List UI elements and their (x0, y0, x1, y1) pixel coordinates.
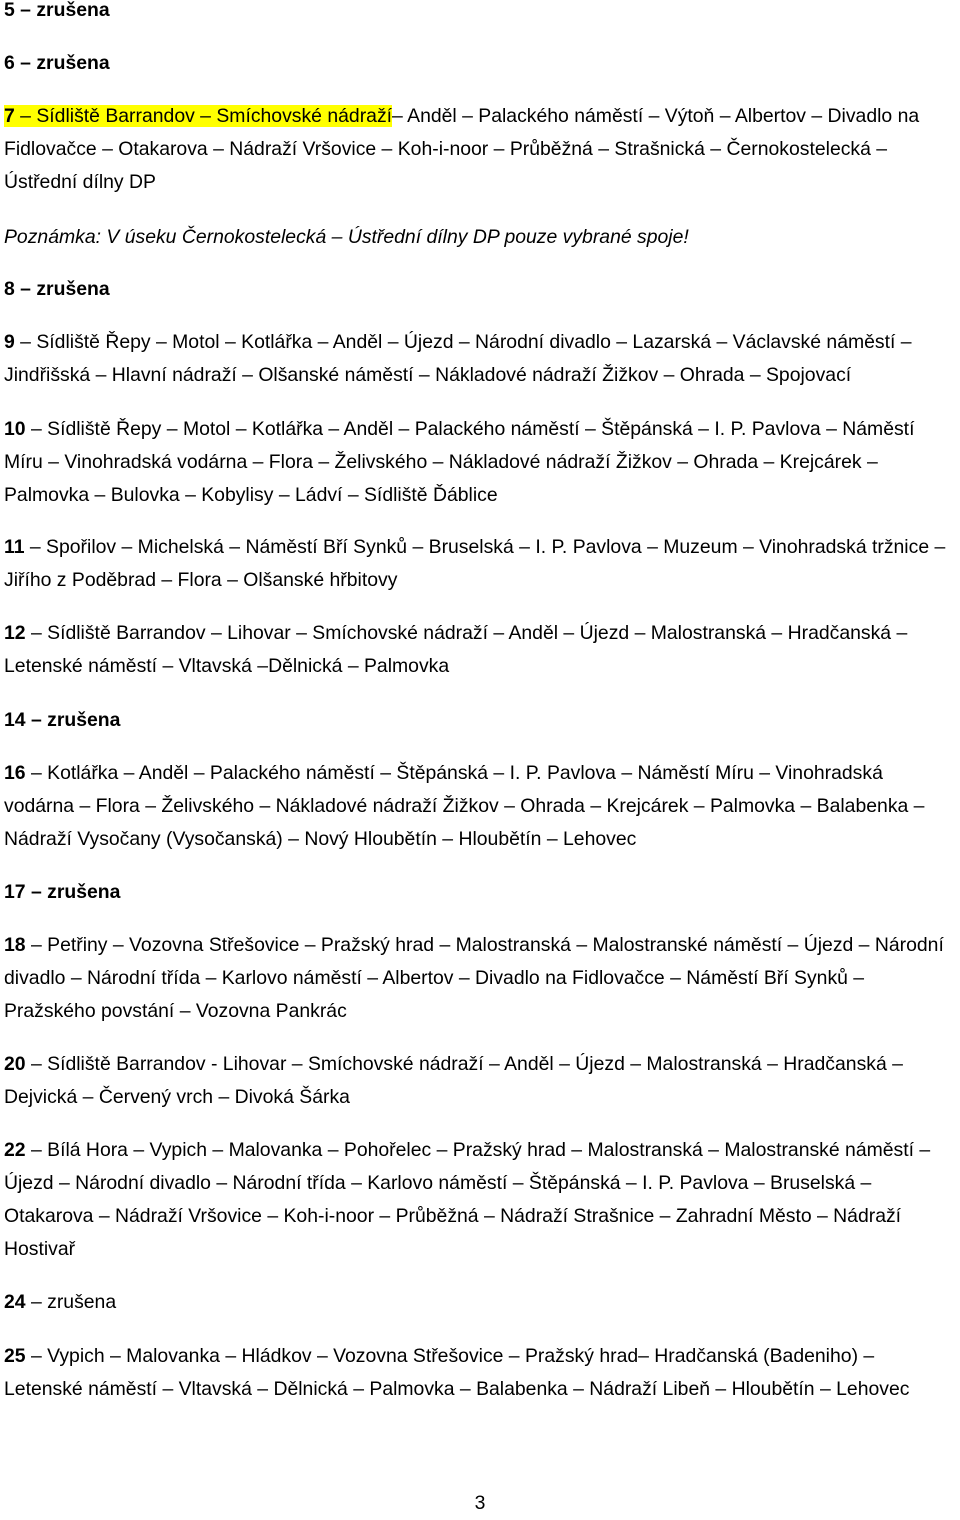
line-9: 9 – Sídliště Řepy – Motol – Kotlářka – Anděl – Újezd – Národní divadlo – Lazarská – Václavské náměstí – Jindřišská – Hlavní nádraží – Olšanské náměstí – Nákladové nádraží Žižkov – Ohrada – Spojovací (4, 331, 912, 386)
line-25: 25 – Vypich – Malovanka – Hládkov – Vozovna Střešovice – Pražský hrad– Hradčanská (Badeniho) – Letenské náměstí – Vltavská – Dělnická – Palmovka – Balabenka – Nádraží Libeň – Hloubětín – Lehovec (4, 1345, 910, 1400)
line-7: 7 – Sídliště Barrandov – Smíchovské nádraží– Anděl – Palackého náměstí – Výtoň – Albertov – Divadlo na Fidlovačce – Otakarova – Nádraží Vršovice – Koh-i-noor – Průběžná – Strašnická – Černokostelecká – Ústřední dílny DP (4, 105, 920, 193)
line-17: 17 – zrušena (4, 881, 121, 903)
page-number: 3 (474, 1492, 486, 1514)
line-22: 22 – Bílá Hora – Vypich – Malovanka – Pohořelec – Pražský hrad – Malostranská – Malostranské náměstí – Újezd – Národní divadlo – Národní třída – Karlovo náměstí – Štěpánská – I. P. Pavlova – Bruselská – Otakarova – Nádraží Vršovice – Koh-i-noor – Průběžná – Nádraží Strašnice – Zahradní Město – Nádraží Hostivař (4, 1139, 931, 1260)
line-16: 16 – Kotlářka – Anděl – Palackého náměstí – Štěpánská – I. P. Pavlova – Náměstí Míru – Vinohradská vodárna – Flora – Želivského – Nákladové nádraží Žižkov – Ohrada – Krejcárek – Palmovka – Balabenka – Nádraží Vysočany (Vysočanská) – Nový Hloubětín – Hloubětín – Lehovec (4, 762, 925, 850)
line-24: 24 – zrušena (4, 1291, 117, 1313)
note-line-7: Poznámka: V úseku Černokostelecká – Ústřední dílny DP pouze vybrané spoje! (4, 226, 689, 248)
line-20: 20 – Sídliště Barrandov - Lihovar – Smíchovské nádraží – Anděl – Újezd – Malostranská – Hradčanská – Dejvická – Červený vrch – Divoká Šárka (4, 1053, 903, 1108)
line-11: 11 – Spořilov – Michelská – Náměstí Bří Synků – Bruselská – I. P. Pavlova – Muzeum – Vinohradská tržnice – Jiřího z Poděbrad – Flora – Olšanské hřbitovy (4, 536, 946, 591)
line-12: 12 – Sídliště Barrandov – Lihovar – Smíchovské nádraží – Anděl – Újezd – Malostranská – Hradčanská – Letenské náměstí – Vltavská –Dělnická – Palmovka (4, 622, 908, 677)
line-5: 5 – zrušena (4, 0, 110, 21)
line-10: 10 – Sídliště Řepy – Motol – Kotlářka – Anděl – Palackého náměstí – Štěpánská – I. P. Pavlova – Náměstí Míru – Vinohradská vodárna – Flora – Želivského – Nákladové nádraží Žižkov – Ohrada – Krejcárek – Palmovka – Bulovka – Kobylisy – Ládví – Sídliště Ďáblice (4, 418, 915, 506)
line-8: 8 – zrušena (4, 278, 110, 300)
line-6: 6 – zrušena (4, 52, 110, 74)
line-18: 18 – Petřiny – Vozovna Střešovice – Pražský hrad – Malostranská – Malostranské náměstí – Újezd – Národní divadlo – Národní třída – Karlovo náměstí – Albertov – Divadlo na Fidlovačce – Náměstí Bří Synků – Pražského povstání – Vozovna Pankrác (4, 934, 944, 1022)
line-7-highlight: 7 – Sídliště Barrandov – Smíchovské nádraží (4, 105, 393, 127)
line-14: 14 – zrušena (4, 709, 121, 731)
